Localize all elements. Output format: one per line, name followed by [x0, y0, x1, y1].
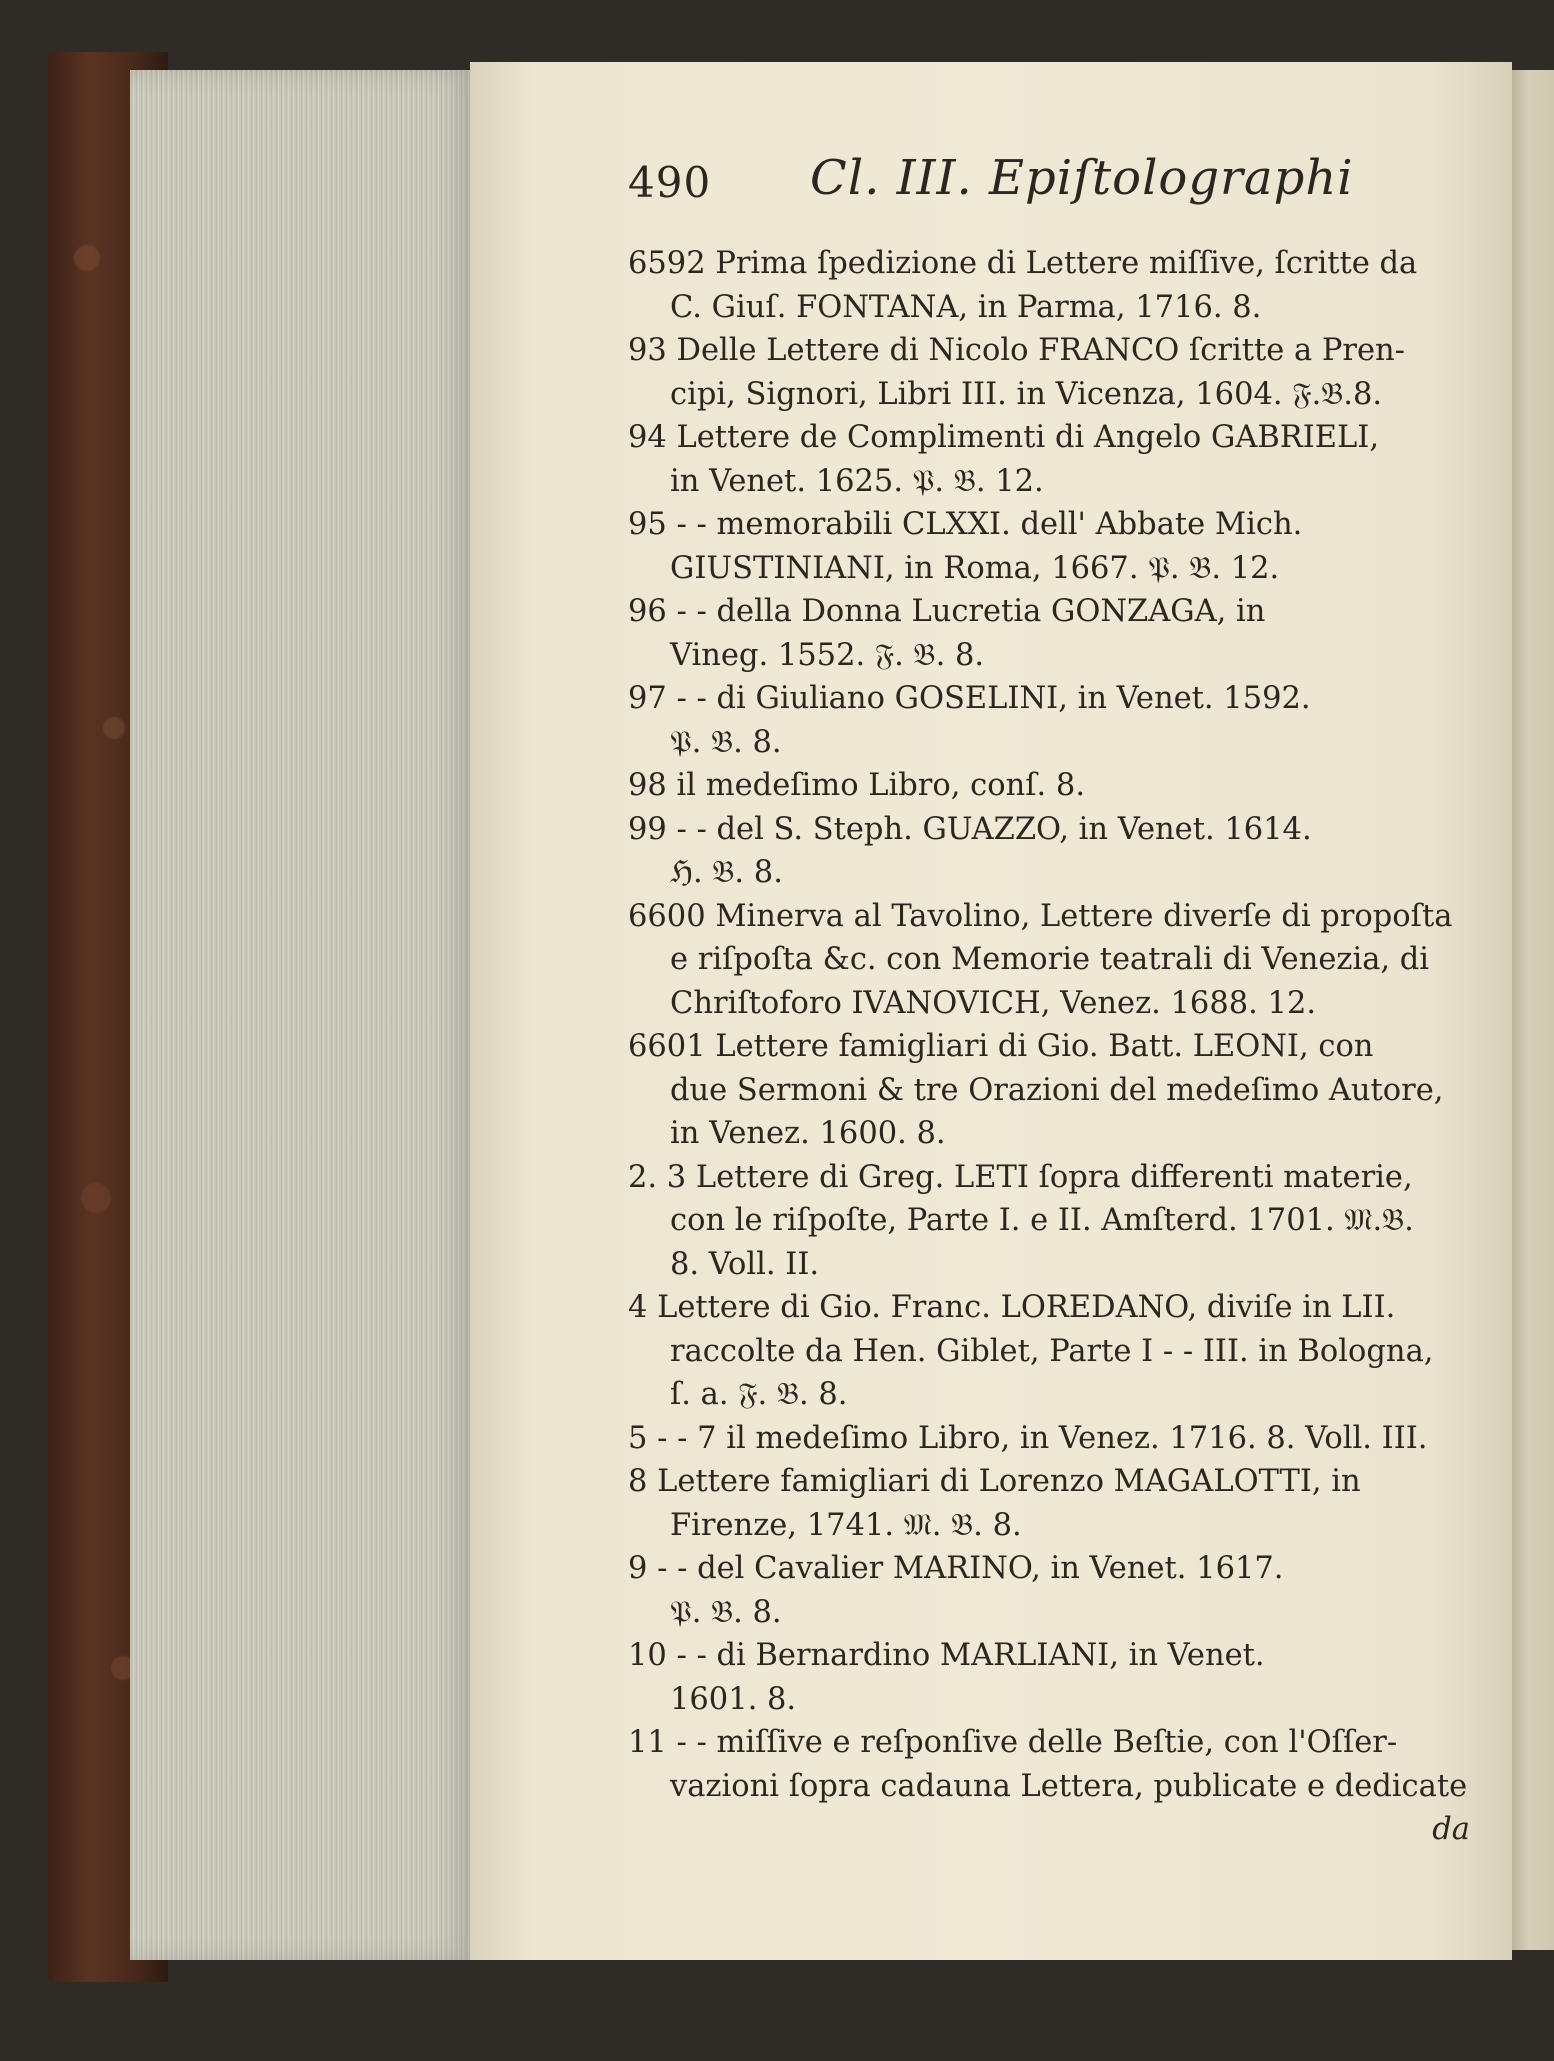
entry-first-line: 94 Lettere de Complimenti di Angelo GABRIELI, [628, 420, 1380, 455]
entry-continuation-line: 𝔓. 𝔅. 8. [670, 1594, 782, 1630]
catalogue-entry [628, 416, 1470, 503]
catalogue-entry [628, 677, 1470, 764]
page-block-edge [130, 70, 475, 1960]
entry-continuation-line: in Venet. 1625. 𝔓. 𝔅. 12. [670, 463, 1044, 499]
entry-first-line: 98 il medeſimo Libro, conſ. 8. [628, 768, 1086, 803]
entry-first-line: 6592 Prima ſpedizione di Lettere miſſive, ſcritte da [628, 246, 1418, 281]
catalogue-entry [628, 1547, 1470, 1634]
catalogue-entry [628, 1460, 1470, 1547]
entry-first-line: 97 - - di Giuliano GOSELINI, in Venet. 1592. [628, 681, 1311, 716]
entry-first-line: 99 - - del S. Steph. GUAZZO, in Venet. 1614. [628, 811, 1312, 847]
catalogue-entry [628, 764, 1470, 808]
entry-first-line: 5 - - 7 il medeſimo Libro, in Venez. 1716. 8. Voll. III. [628, 1420, 1428, 1456]
entry-continuation-line: Firenze, 1741. 𝔐. 𝔅. 8. [670, 1507, 1022, 1543]
entry-continuation-line: ℌ. 𝔅. 8. [670, 855, 783, 890]
entry-first-line: 10 - - di Bernardino MARLIANI, in Venet. [628, 1638, 1265, 1673]
entry-continuation-line: e riſpoſta &c. con Memorie teatrali di Venezia, di [670, 942, 1430, 977]
entry-continuation-line: Chriſtoforo IVANOVICH, Venez. 1688. 12. [670, 985, 1317, 1021]
entry-continuation-line: 𝔓. 𝔅. 8. [670, 724, 782, 760]
entry-continuation-line: raccolte da Hen. Giblet, Parte I - - III. in Bologna, [670, 1333, 1434, 1369]
catalogue-entries [628, 242, 1470, 1852]
catalogue-entry [628, 1634, 1470, 1721]
entry-first-line: 4 Lettere di Gio. Franc. LOREDANO, diviſe in LII. [628, 1290, 1396, 1325]
entry-continuation-line: due Sermoni & tre Orazioni del medeſimo Autore, [670, 1072, 1444, 1108]
entry-first-line: 2. 3 Lettere di Greg. LETI ſopra differenti materie, [628, 1159, 1413, 1195]
entry-first-line: 6600 Minerva al Tavolino, Lettere diverſe di propoſta [628, 898, 1453, 934]
entry-continuation-line: cipi, Signori, Libri III. in Vicenza, 1604. 𝔉.𝔅.8. [670, 376, 1383, 412]
entry-continuation-line: in Venez. 1600. 8. [670, 1116, 946, 1151]
running-title: Cl. III. Epiſtolographi [810, 150, 1354, 206]
catalogue-entry [628, 895, 1470, 1026]
catalogue-entry [628, 1417, 1470, 1461]
entry-continuation-line: Vineg. 1552. 𝔉. 𝔅. 8. [670, 637, 985, 673]
entry-continuation-line: con le riſpoſte, Parte I. e II. Amſterd. 1701. 𝔐.𝔅. [670, 1203, 1414, 1238]
entry-first-line: 95 - - memorabili CLXXI. dell' Abbate Mich. [628, 507, 1303, 542]
entry-continuation-line: ſ. a. 𝔉. 𝔅. 8. [670, 1377, 848, 1412]
entry-first-line: 6601 Lettere famigliari di Gio. Batt. LEONI, con [628, 1029, 1374, 1064]
entry-continuation-line: 1601. 8. [670, 1681, 797, 1717]
catalogue-entry [628, 329, 1470, 416]
entry-continuation-line: C. Giuſ. FONTANA, in Parma, 1716. 8. [670, 289, 1262, 325]
entry-continuation-line: vazioni ſopra cadauna Lettera, publicate e dedicate [670, 1768, 1468, 1804]
entry-first-line: 9 - - del Cavalier MARINO, in Venet. 1617. [628, 1551, 1284, 1586]
entry-continuation-line: GIUSTINIANI, in Roma, 1667. 𝔓. 𝔅. 12. [670, 550, 1280, 586]
page-header [628, 150, 1470, 220]
entry-first-line: 11 - - miſſive e reſponſive delle Beſtie, con l'Oſſer- [628, 1725, 1398, 1760]
facing-page-edge [1512, 70, 1554, 1950]
page-content [628, 150, 1470, 1850]
entry-first-line: 93 Delle Lettere di Nicolo FRANCO ſcritte a Pren- [628, 333, 1405, 368]
catalogue-entry [628, 1286, 1470, 1417]
catalogue-entry [628, 1025, 1470, 1156]
page-number: 490 [628, 158, 712, 207]
catchword: da [1432, 1812, 1470, 1847]
catalogue-entry [628, 503, 1470, 590]
entry-continuation-line: 8. Voll. II. [670, 1246, 820, 1282]
entry-first-line: 96 - - della Donna Lucretia GONZAGA, in [628, 594, 1266, 629]
entry-first-line: 8 Lettere famigliari di Lorenzo MAGALOTTI, in [628, 1464, 1361, 1499]
catalogue-entry [628, 242, 1470, 329]
catalogue-entry [628, 1156, 1470, 1287]
catalogue-entry [628, 1721, 1470, 1808]
catalogue-entry [628, 590, 1470, 677]
catalogue-entry [628, 808, 1470, 895]
